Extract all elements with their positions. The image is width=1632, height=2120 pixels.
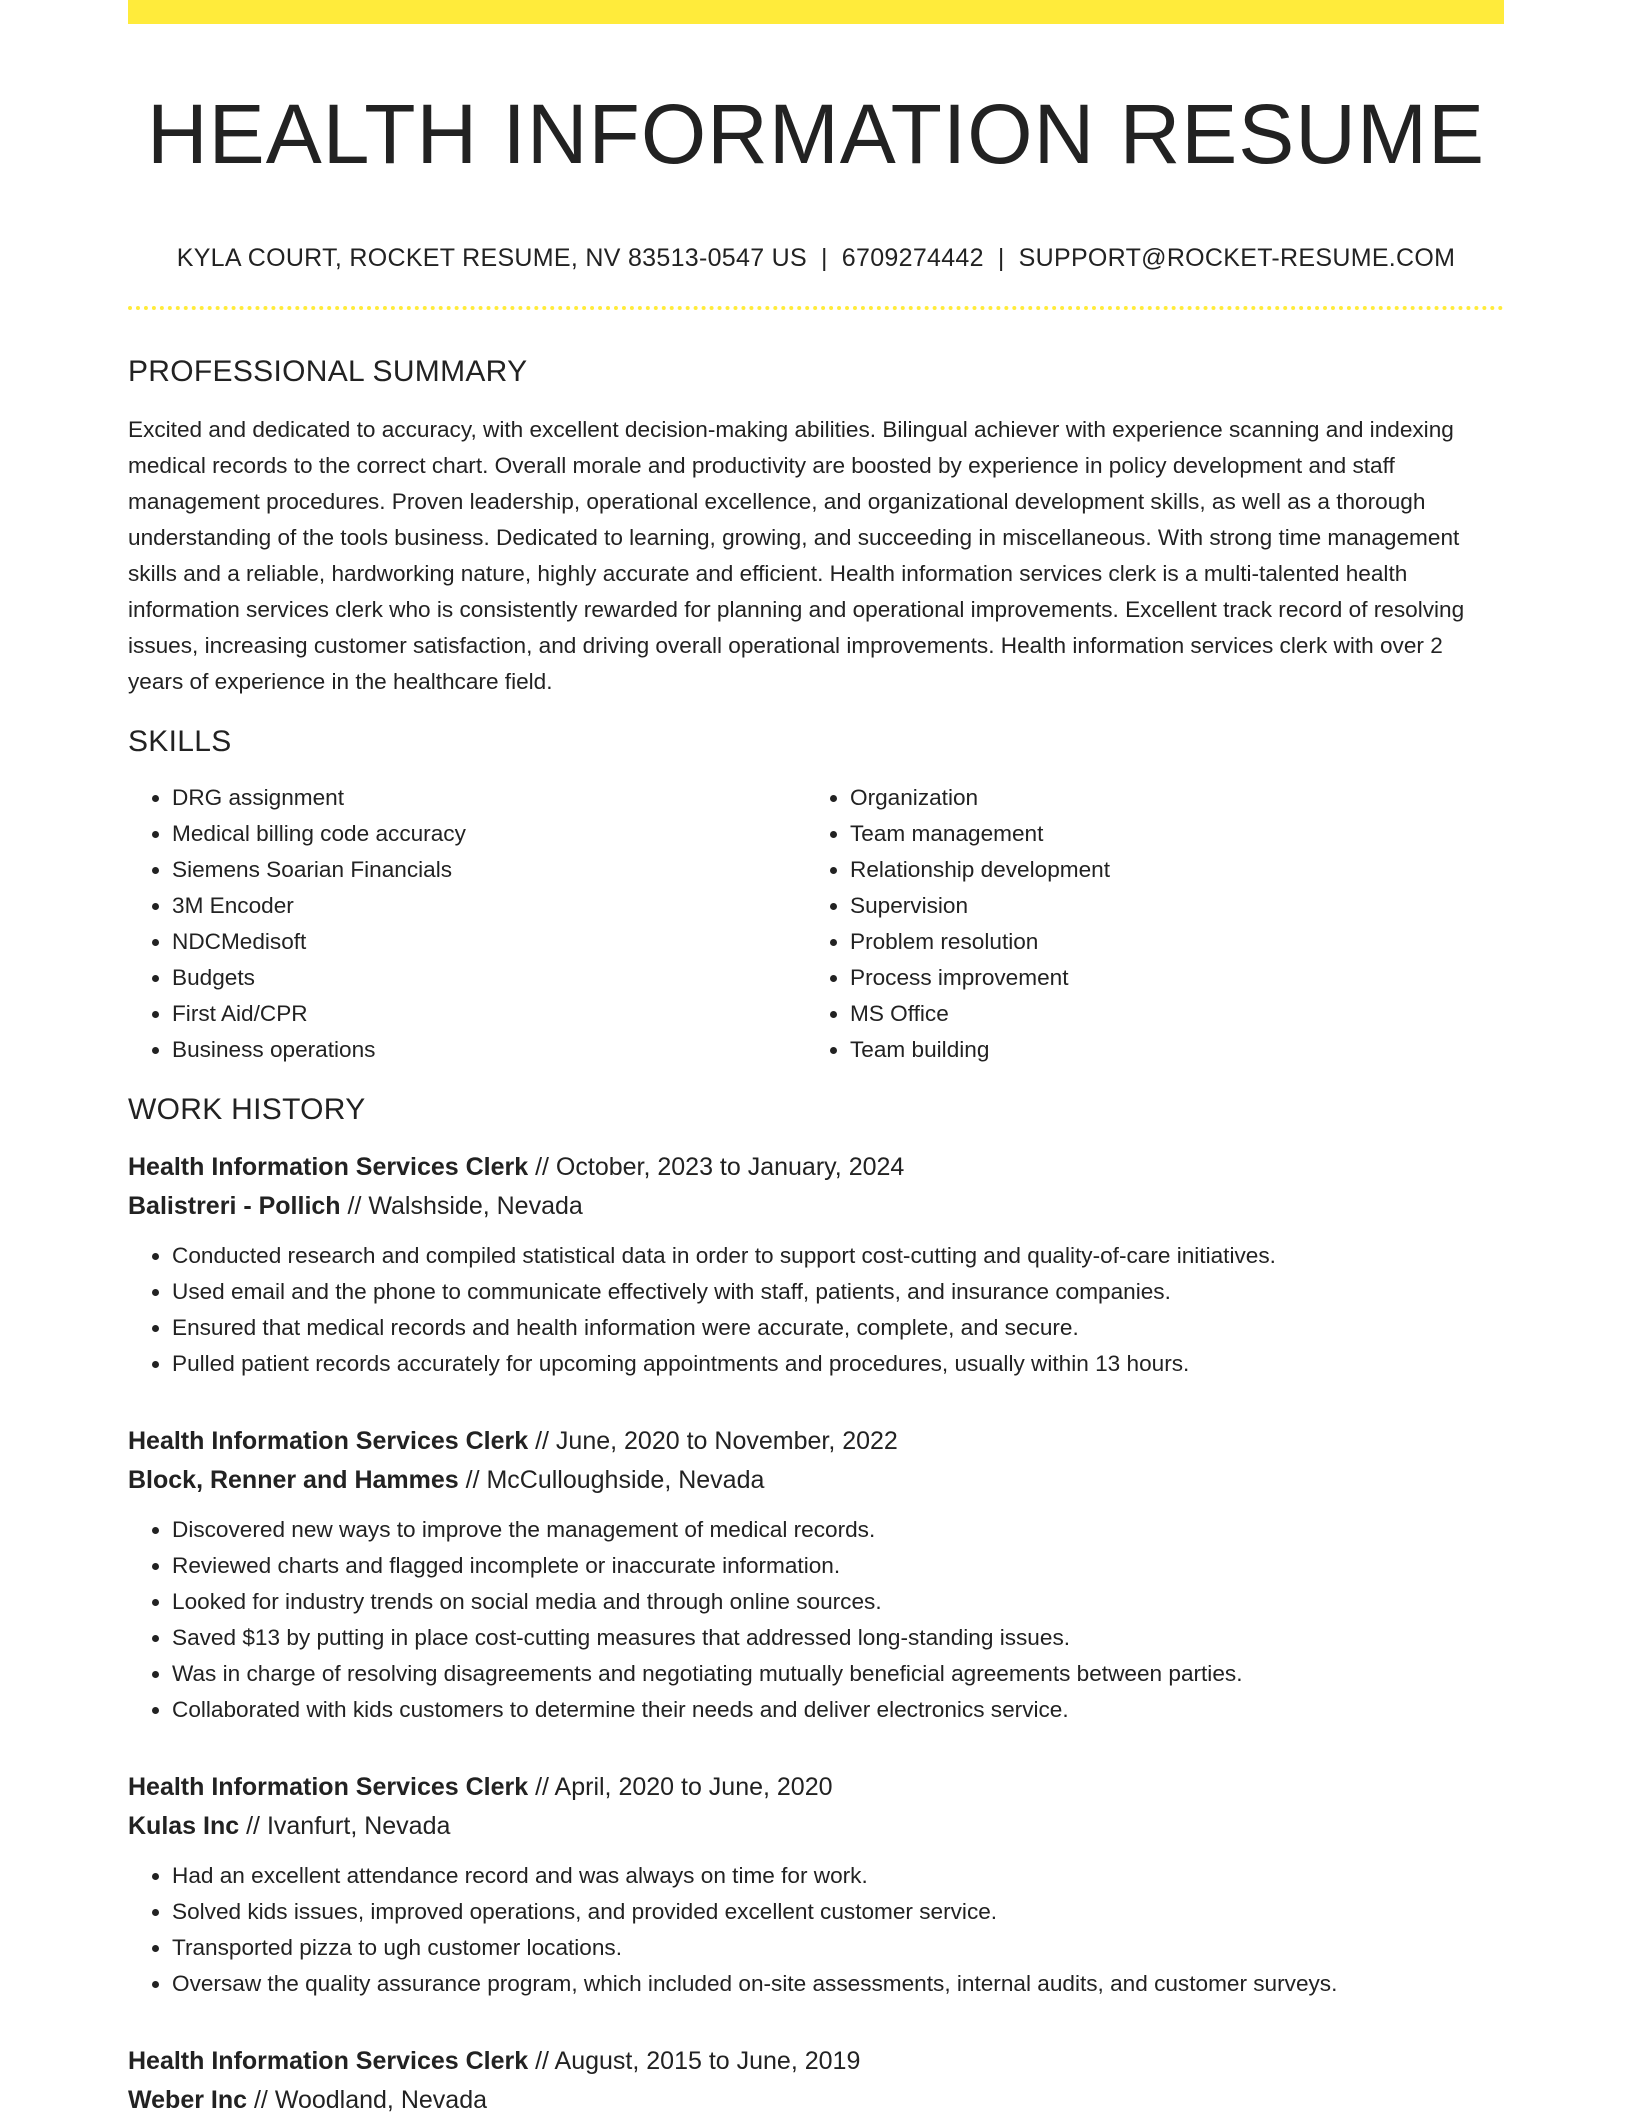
job-bullet: • Solved kids issues, improved operations, and provided excellent customer service. (172, 1894, 1504, 1930)
job-entry (128, 2042, 1504, 2120)
job-company: Kulas Inc (128, 1812, 240, 1840)
job-bullet: • Ensured that medical records and health information were accurate, complete, and secure. (172, 1310, 1504, 1346)
skill-item: • Supervision (850, 888, 1484, 924)
job-title-line (128, 1422, 1504, 1461)
job-bullet: • Saved $13 by putting in place cost-cutting measures that addressed long-standing issues. (172, 1620, 1504, 1656)
job-title-line (128, 1148, 1504, 1187)
job-bullet: • Transported pizza to ugh customer locations. (172, 1930, 1504, 1966)
job-bullet: • Looked for industry trends on social media and through online sources. (172, 1584, 1504, 1620)
job-dates: // June, 2020 to November, 2022 (528, 1427, 898, 1455)
job-title: Health Information Services Clerk (128, 1153, 529, 1181)
job-bullets (128, 1858, 1504, 2002)
job-title: Health Information Services Clerk (128, 2047, 529, 2075)
job-bullet: • Used email and the phone to communicate effectively with staff, patients, and insurance companies. (172, 1274, 1504, 1310)
skill-item: • NDCMedisoft (172, 924, 806, 960)
contact-phone: 6709274442 (841, 244, 984, 272)
skill-item: • Team management (850, 816, 1484, 852)
job-title-line (128, 2042, 1504, 2081)
contact-separator: | (997, 244, 1005, 272)
skill-item: • Medical billing code accuracy (172, 816, 806, 852)
skill-item: • DRG assignment (172, 780, 806, 816)
contact-separator: | (821, 244, 828, 272)
job-company-line (128, 2081, 1504, 2120)
job-title-line (128, 1768, 1504, 1807)
job-company: Weber Inc (128, 2086, 248, 2114)
job-bullet: • Had an excellent attendance record and was always on time for work. (172, 1858, 1504, 1894)
skills-heading: SKILLS (128, 725, 232, 758)
skills-column-right (806, 780, 1484, 1068)
summary-heading: PROFESSIONAL SUMMARY (128, 355, 528, 388)
job-company-line (128, 1807, 1504, 1846)
skill-item: • 3M Encoder (172, 888, 806, 924)
skill-item: • Siemens Soarian Financials (172, 852, 806, 888)
skill-item: • Problem resolution (850, 924, 1484, 960)
job-bullet: • Pulled patient records accurately for upcoming appointments and procedures, usually within 13 hours. (172, 1346, 1504, 1382)
job-company-line (128, 1187, 1504, 1226)
job-bullets (128, 1238, 1504, 1382)
job-entry (128, 1148, 1504, 1382)
skill-item: • Relationship development (850, 852, 1484, 888)
job-bullets (128, 1512, 1504, 1728)
job-entry (128, 1768, 1504, 2002)
work-history-heading: WORK HISTORY (128, 1093, 366, 1126)
job-dates: // October, 2023 to January, 2024 (528, 1153, 905, 1181)
job-company: Block, Renner and Hammes (128, 1466, 459, 1494)
resume-title: HEALTH INFORMATION RESUME (147, 87, 1485, 181)
resume-page (128, 0, 1504, 2120)
skill-item: • Business operations (172, 1032, 806, 1068)
job-bullet: • Was in charge of resolving disagreements and negotiating mutually beneficial agreements between parties. (172, 1656, 1504, 1692)
job-location: // Walshside, Nevada (340, 1192, 583, 1220)
job-location: // Woodland, Nevada (247, 2086, 487, 2114)
skills-column-left (128, 780, 806, 1068)
accent-top-bar (128, 0, 1504, 24)
dotted-divider (128, 306, 1504, 310)
job-bullet: • Collaborated with kids customers to determine their needs and deliver electronics service. (172, 1692, 1504, 1728)
job-title: Health Information Services Clerk (128, 1427, 529, 1455)
job-company-line (128, 1461, 1504, 1500)
skill-item: • First Aid/CPR (172, 996, 806, 1032)
contact-email: SUPPORT@ROCKET-RESUME.COM (1018, 244, 1456, 272)
summary-text: Excited and dedicated to accuracy, with excellent decision-making abilities. Bilingual achiever with experience scanning and indexing medical records to the correct chart. Overall morale and productivity are boosted by experience in policy development and staff management procedures. Proven leadership, operational excellence, and organizational development skills, as well as a thorough understanding of the tools business. Dedicated to learning, growing, and succeeding in miscellaneous. With strong time management skills and a reliable, hardworking nature, highly accurate and efficient. Health information services clerk is a multi-talented health information services clerk who is consistently rewarded for planning and operational improvements. Excellent track record of resolving issues, increasing customer satisfaction, and driving overall operational improvements. Health information services clerk with over 2 years of experience in the healthcare field. (128, 417, 1465, 694)
job-dates: // August, 2015 to June, 2019 (528, 2047, 861, 2075)
job-location: // McCulloughside, Nevada (458, 1466, 765, 1494)
job-bullet: • Discovered new ways to improve the management of medical records. (172, 1512, 1504, 1548)
job-entry (128, 1422, 1504, 1728)
job-bullet: • Conducted research and compiled statistical data in order to support cost-cutting and quality-of-care initiatives. (172, 1238, 1504, 1274)
skill-item: • Process improvement (850, 960, 1484, 996)
skill-item: • MS Office (850, 996, 1484, 1032)
job-company: Balistreri - Pollich (128, 1192, 341, 1220)
contact-address: KYLA COURT, ROCKET RESUME, NV 83513-0547 US (176, 244, 807, 272)
job-bullet: • Reviewed charts and flagged incomplete or inaccurate information. (172, 1548, 1504, 1584)
job-dates: // April, 2020 to June, 2020 (528, 1773, 833, 1801)
skill-item: • Team building (850, 1032, 1484, 1068)
job-location: // Ivanfurt, Nevada (239, 1812, 451, 1840)
contact-line (128, 242, 1504, 274)
skill-item: • Organization (850, 780, 1484, 816)
job-bullet: • Oversaw the quality assurance program, which included on-site assessments, internal audits, and customer surveys. (172, 1966, 1504, 2002)
skill-item: • Budgets (172, 960, 806, 996)
job-title: Health Information Services Clerk (128, 1773, 529, 1801)
skills-list (128, 780, 1504, 1068)
